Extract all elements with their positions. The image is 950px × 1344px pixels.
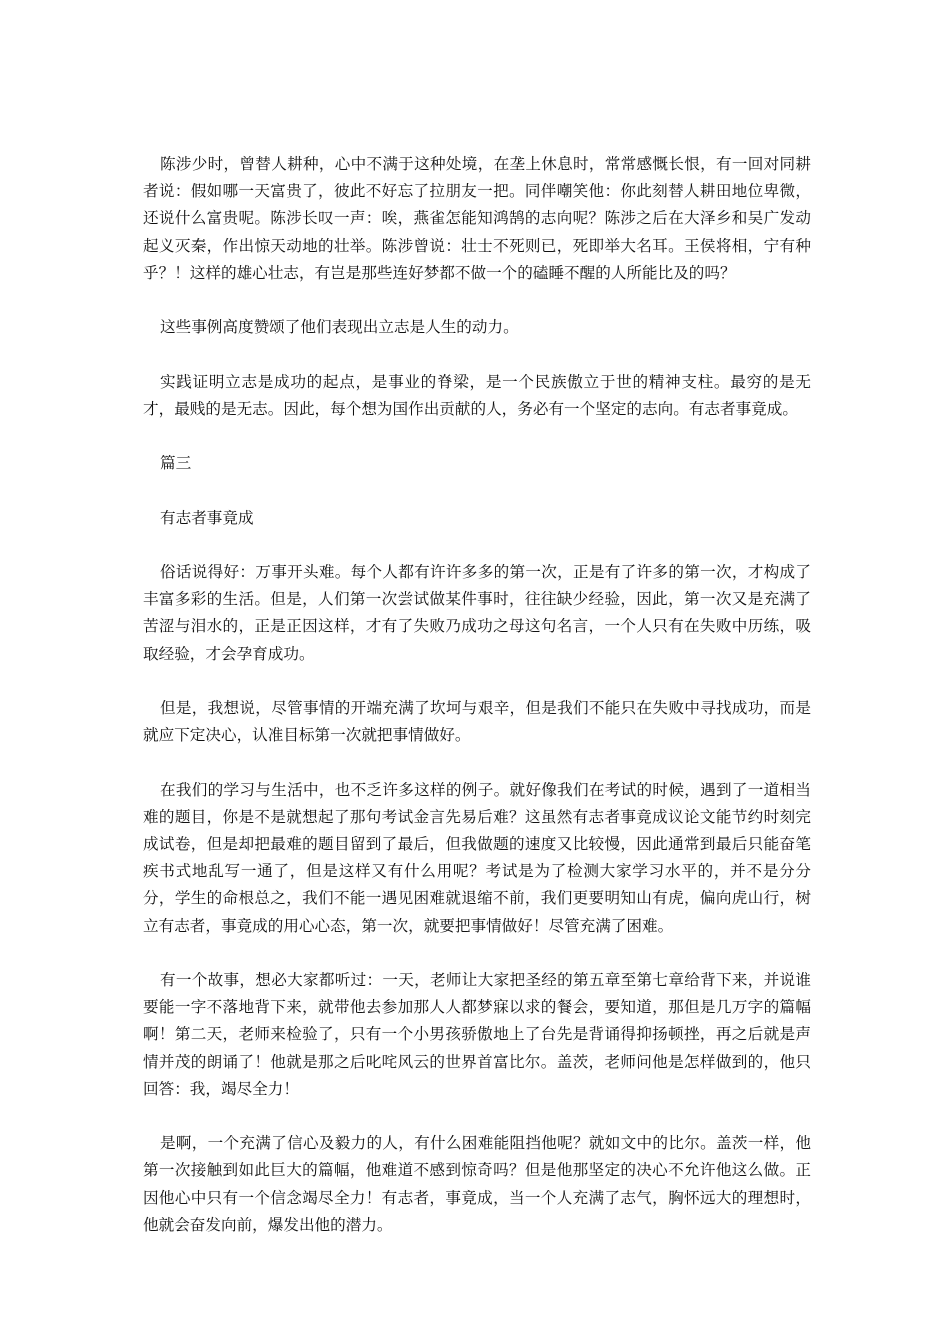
section-heading-part-three: 篇三 [160,454,192,473]
paragraph-bill-gates-story: 有一个故事，想必大家都听过：一天，老师让大家把圣经的第五章至第七章给背下来，并说谁要能一字不落地背下来，就带他去参加那人人都梦寐以求的餐会，要知道，那但是几万字的篇幅啊！第二天，老师来检验了，只有一个小男孩骄傲地上了台先是背诵得抑扬顿挫，再之后就是声情并茂的朗诵了！他就是那之后叱咤风云的世界首富比尔。盖茨，老师问他是怎样做到的，他只回答：我，竭尽全力！ [143,970,811,1098]
essay-title: 有志者事竟成 [160,508,254,527]
paragraph-practice-proves: 实践证明立志是成功的起点，是事业的脊梁，是一个民族傲立于世的精神支柱。最穷的是无才，最贱的是无志。因此，每个想为国作出贡献的人，务必有一个坚定的志向。有志者事竟成。 [143,372,811,418]
paragraph-however: 但是，我想说，尽管事情的开端充满了坎坷与艰辛，但是我们不能只在失败中寻找成功，而是就应下定决心，认准目标第一次就把事情做好。 [143,698,811,745]
paragraph-chen-she-story: 陈涉少时，曾替人耕种，心中不满于这种处境，在垄上休息时，常常感慨长恨，有一回对同耕者说：假如哪一天富贵了，彼此不好忘了拉朋友一把。同伴嘲笑他：你此刻替人耕田地位卑微，还说什么富贵呢。陈涉长叹一声：唉，燕雀怎能知鸿鹄的志向呢？陈涉之后在大泽乡和吴广发动起义灭秦，作出惊天动地的壮举。陈涉曾说：壮士不死则已，死即举大名耳。王侯将相，宁有种乎？！这样的雄心壮志，有岂是那些连好梦都不做一个的磕睡不醒的人所能比及的吗？ [143,155,811,282]
document-body [143,151,811,1266]
paragraph-exam-example: 在我们的学习与生活中，也不乏许多这样的例子。就好像我们在考试的时候，遇到了一道相当难的题目，你是不是就想起了那句考试金言先易后难？这虽然有志者事竟成议论文能节约时刻完成试卷，但是却把最难的题目留到了最后，但我做题的速度又比较慢，因此通常到最后只能奋笔疾书式地乱写一通了，但是这样又有什么用呢？考试是为了检测大家学习水平的，并不是分分分，学生的命根总之，我们不能一遇见困难就退缩不前，我们更要明知山有虎，偏向虎山行，树立有志者，事竟成的用心心态，第一次，就要把事情做好！尽管充满了困难。 [143,780,811,935]
paragraph-examples-summary: 这些事例高度赞颂了他们表现出立志是人生的动力。 [160,318,519,337]
paragraph-conclusion: 是啊，一个充满了信心及毅力的人，有什么困难能阻挡他呢？就如文中的比尔。盖茨一样，他第一次接触到如此巨大的篇幅，他难道不感到惊奇吗？但是他那坚定的决心不允许他这么做。正因他心中只有一个信念竭尽全力！有志者，事竟成，当一个人充满了志气，胸怀远大的理想时，他就会奋发向前，爆发出他的潜力。 [143,1134,811,1234]
paragraph-proverb: 俗话说得好：万事开头难。每个人都有许许多多的第一次，正是有了许多的第一次，才构成了丰富多彩的生活。但是，人们第一次尝试做某件事时，往往缺少经验，因此，第一次又是充满了苦涩与泪水的，正是正因这样，才有了失败乃成功之母这句名言，一个人只有在失败中历练，吸取经验，才会孕育成功。 [143,562,811,663]
